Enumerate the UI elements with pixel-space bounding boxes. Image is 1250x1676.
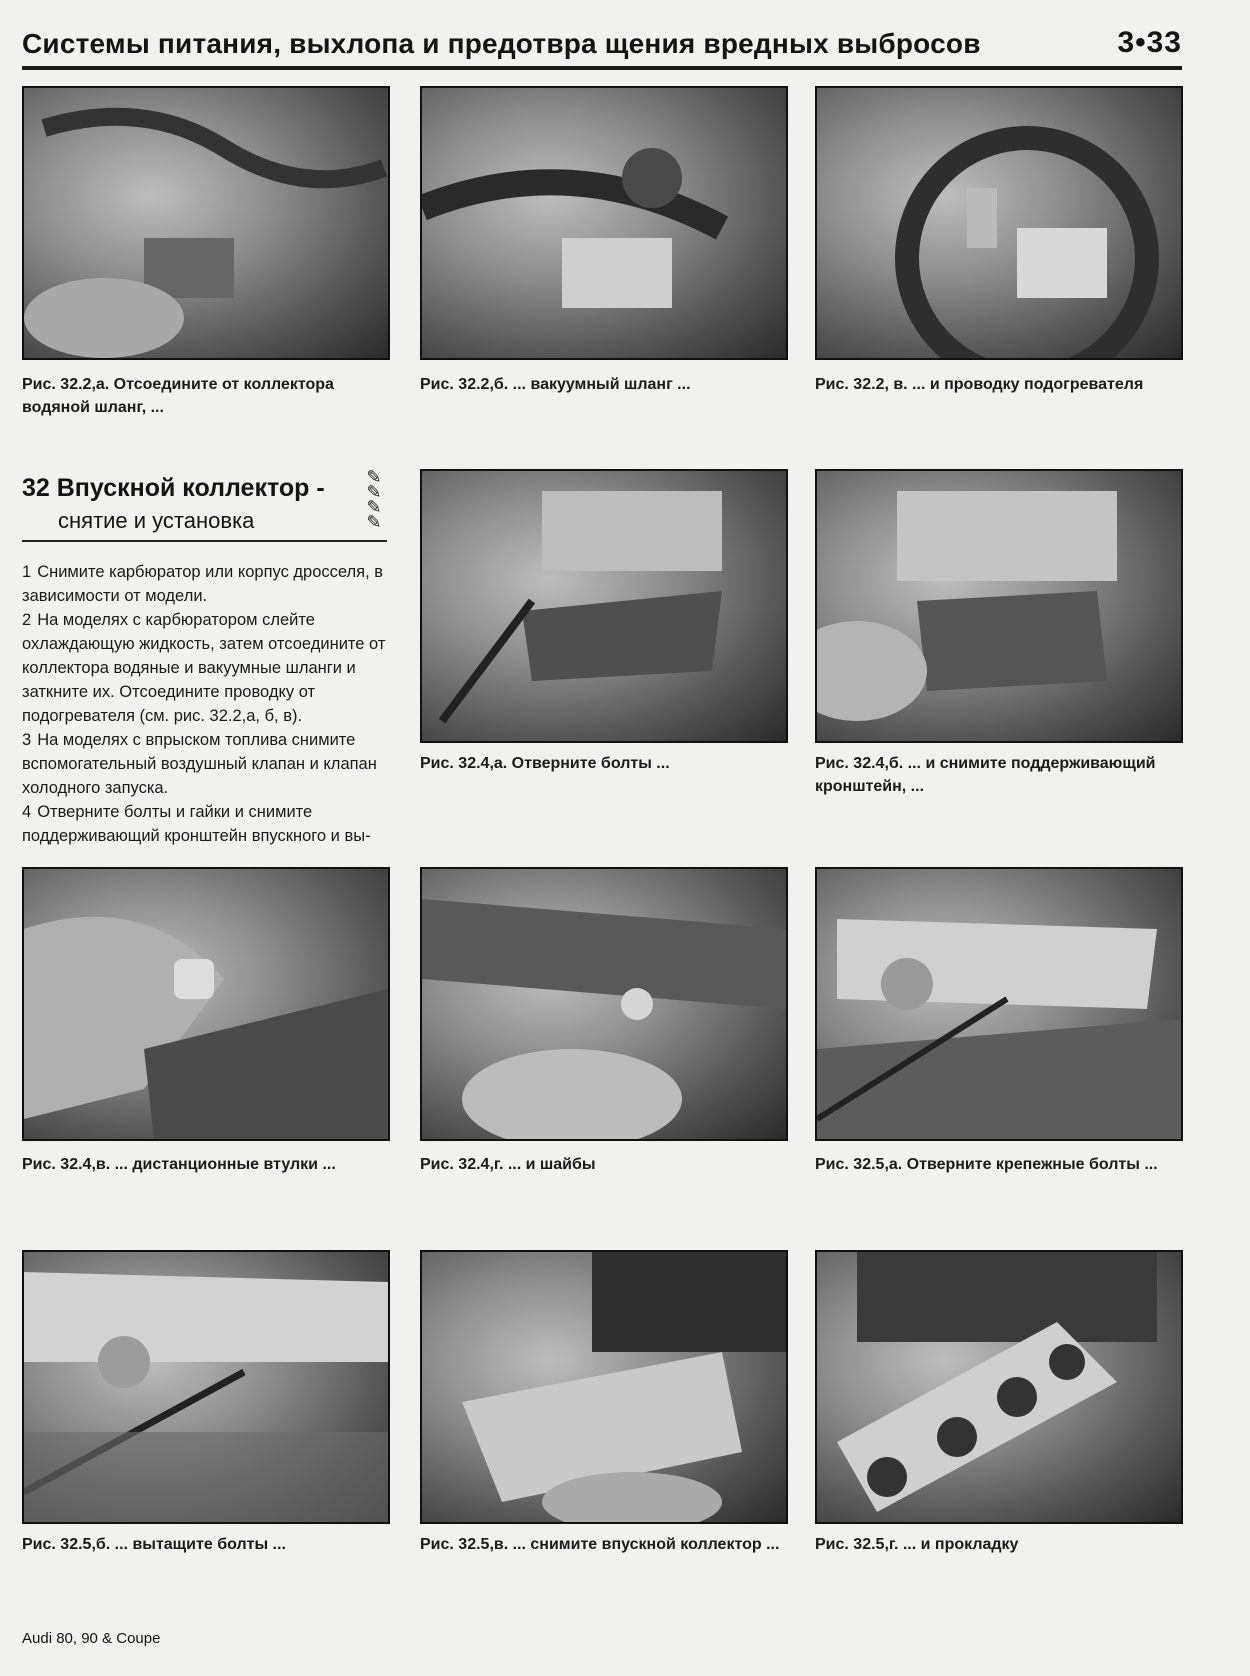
photo-fig-32-4v xyxy=(22,867,390,1141)
step-item: 1 Снимите карбюратор или корпус дросселя, в зависимости от модели. xyxy=(22,563,384,605)
photo-fig-32-2a xyxy=(22,86,390,360)
photo-fig-32-4b xyxy=(815,469,1183,743)
caption-fig-32-2b: Рис. 32.2,б. ... вакуумный шланг ... xyxy=(420,376,691,393)
photo-fig-32-2b xyxy=(420,86,788,360)
caption-fig-32-4b: Рис. 32.4,б. ... и снимите поддерживающий кронштейн, ... xyxy=(815,755,1156,795)
photo-fig-32-5a xyxy=(815,867,1183,1141)
section-title: 32 Впускной коллектор - xyxy=(22,474,325,502)
photo-fig-32-5g xyxy=(815,1250,1183,1524)
section-header xyxy=(22,466,387,542)
page-footer: Audi 80, 90 & Coupe xyxy=(22,1630,161,1647)
section-subtitle: снятие и установка xyxy=(58,508,255,533)
step-item: 2 На моделях с карбюратором слейте охлаждающую жидкость, затем отсоедините от коллектора водяные и вакуумные шланги и заткните их. Отсоедините проводку от подогревателя (см. рис. 32.2,а, б, в). xyxy=(22,611,386,725)
page-number: 3•33 xyxy=(1117,26,1182,59)
photo-fig-32-2v xyxy=(815,86,1183,360)
step-item: 4 Отверните болты и гайки и снимите поддерживающий кронштейн впускного и вы- xyxy=(22,803,371,845)
caption-fig-32-2v: Рис. 32.2, в. ... и проводку подогревателя xyxy=(815,376,1144,393)
photo-fig-32-4g xyxy=(420,867,788,1141)
photo-fig-32-5b xyxy=(22,1250,390,1524)
caption-fig-32-4g: Рис. 32.4,г. ... и шайбы xyxy=(420,1156,596,1173)
caption-fig-32-4v: Рис. 32.4,в. ... дистанционные втулки ... xyxy=(22,1156,336,1173)
caption-fig-32-5g: Рис. 32.5,г. ... и прокладку xyxy=(815,1536,1019,1553)
photo-fig-32-4a xyxy=(420,469,788,743)
step-item: 3 На моделях с впрыском топлива снимите вспомогательный воздушный клапан и клапан холодного запуска. xyxy=(22,731,377,797)
caption-fig-32-5b: Рис. 32.5,б. ... вытащите болты ... xyxy=(22,1536,286,1553)
page-header xyxy=(22,26,1182,70)
photo-fig-32-5v xyxy=(420,1250,788,1524)
caption-fig-32-2a: Рис. 32.2,а. Отсоедините от коллектора водяной шланг, ... xyxy=(22,376,334,416)
caption-fig-32-5a: Рис. 32.5,а. Отверните крепежные болты ... xyxy=(815,1156,1158,1173)
caption-fig-32-4a: Рис. 32.4,а. Отверните болты ... xyxy=(420,755,670,772)
caption-fig-32-5v: Рис. 32.5,в. ... снимите впускной коллектор ... xyxy=(420,1536,780,1553)
section-32 xyxy=(22,466,387,848)
page-title: Системы питания, выхлопа и предотвра щения вредных выбросов xyxy=(22,28,981,59)
difficulty-wrench-icon: ✎ ✎ ✎ ✎ xyxy=(366,467,382,532)
